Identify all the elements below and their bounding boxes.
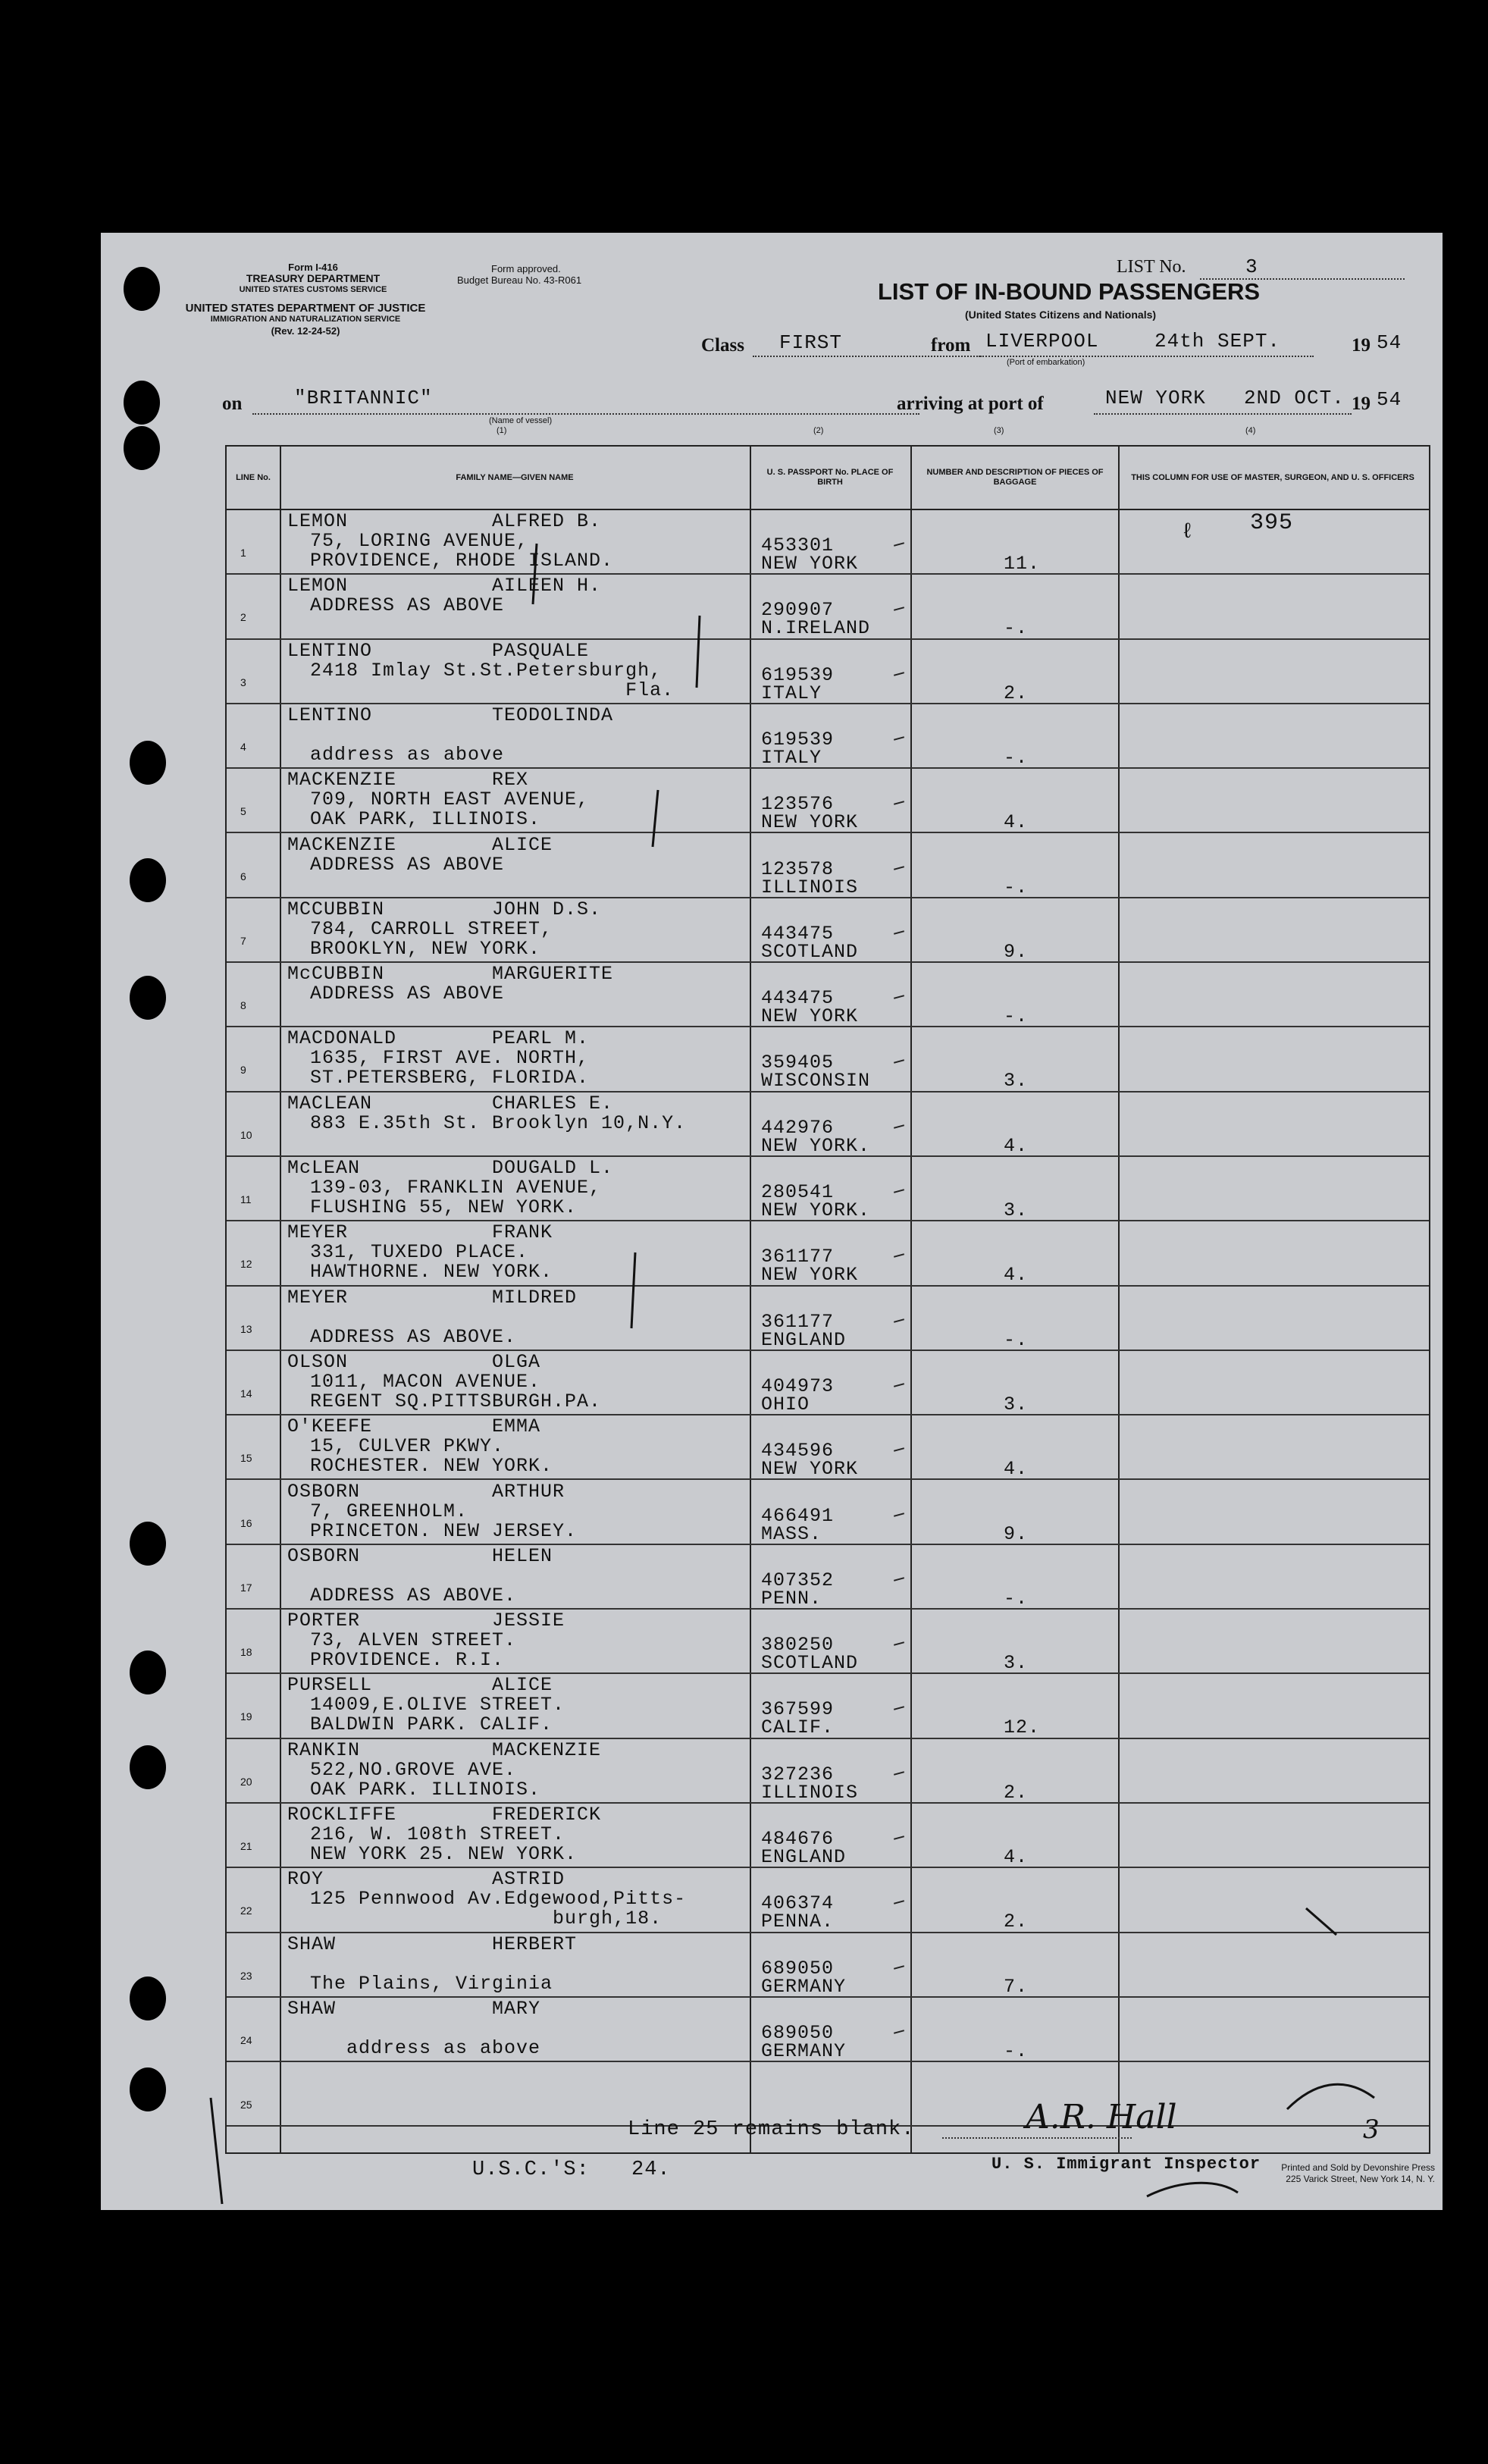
baggage-count: -. xyxy=(1004,876,1029,898)
line-number: 20 xyxy=(240,1775,252,1788)
baggage-count: 2. xyxy=(1004,1911,1029,1933)
line-number: 17 xyxy=(240,1581,252,1594)
given-name: HELEN xyxy=(492,1544,553,1567)
corner-mark: 3 xyxy=(1363,2114,1380,2145)
place-of-birth: CALIF. xyxy=(761,1716,835,1739)
given-name: ASTRID xyxy=(492,1868,565,1891)
place-of-birth: NEW YORK xyxy=(761,553,859,575)
given-name: ALICE xyxy=(492,833,553,856)
officer-note: 395 xyxy=(1250,510,1294,536)
line-number: 15 xyxy=(240,1452,252,1465)
baggage-count: 12. xyxy=(1004,1716,1041,1739)
address-line-2: BALDWIN PARK. CALIF. xyxy=(310,1713,553,1736)
family-name: OSBORN xyxy=(287,1480,361,1503)
passport-number: 280541 xyxy=(761,1181,835,1203)
address-line-2: address as above xyxy=(310,743,505,766)
address-line-2: PRINCETON. NEW JERSEY. xyxy=(310,1519,578,1542)
passport-number: 443475 xyxy=(761,922,835,945)
family-name: MEYER xyxy=(287,1221,349,1244)
address-line-2: OAK PARK. ILLINOIS. xyxy=(310,1778,541,1801)
line-number: 9 xyxy=(240,1064,246,1077)
place-of-birth: PENN. xyxy=(761,1587,822,1610)
line-number: 8 xyxy=(240,999,246,1012)
line-number: 5 xyxy=(240,805,246,818)
class-label: Class xyxy=(701,335,744,356)
passport-number: 361177 xyxy=(761,1246,835,1268)
line-number: 19 xyxy=(240,1710,252,1723)
address-line-1: 15, CULVER PKWY. xyxy=(310,1435,505,1458)
col-num-1: (1) xyxy=(497,426,507,435)
line-number: 7 xyxy=(240,934,246,947)
address-line-1: 139-03, FRANKLIN AVENUE, xyxy=(310,1177,602,1199)
place-of-birth: WISCONSIN xyxy=(761,1070,871,1092)
place-of-birth: N.IRELAND xyxy=(761,617,871,640)
place-of-birth: NEW YORK xyxy=(761,1264,859,1287)
given-name: TEODOLINDA xyxy=(492,704,614,726)
customs-service: UNITED STATES CUSTOMS SERVICE xyxy=(239,285,387,294)
address-line-1: 7, GREENHOLM. xyxy=(310,1500,468,1522)
address-line-2: REGENT SQ.PITTSBURGH.PA. xyxy=(310,1390,602,1412)
address-line-1: 125 Pennwood Av.Edgewood,Pitts- xyxy=(310,1888,687,1911)
family-name: MACKENZIE xyxy=(287,833,397,856)
form-subtitle: (United States Citizens and Nationals) xyxy=(965,309,1157,321)
family-name: LENTINO xyxy=(287,704,373,726)
passport-number: 123578 xyxy=(761,857,835,880)
passport-number: 290907 xyxy=(761,599,835,622)
passport-number: 442976 xyxy=(761,1116,835,1139)
family-name: O'KEEFE xyxy=(287,1415,373,1438)
manifest-page xyxy=(101,233,1443,2210)
given-name: MARY xyxy=(492,1997,541,2020)
address-line-2: ROCHESTER. NEW YORK. xyxy=(310,1455,553,1478)
address-line-2: burgh,18. xyxy=(310,1908,663,1930)
line-number: 13 xyxy=(240,1322,252,1335)
address-line-2: OAK PARK, ILLINOIS. xyxy=(310,808,541,831)
baggage-count: -. xyxy=(1004,1587,1029,1610)
baggage-count: 2. xyxy=(1004,682,1029,704)
baggage-count: -. xyxy=(1004,746,1029,769)
line-number: 6 xyxy=(240,870,246,882)
family-name: PORTER xyxy=(287,1610,361,1632)
vessel-name: "BRITANNIC" xyxy=(294,387,433,409)
family-name: OLSON xyxy=(287,1350,349,1373)
line25-note: Line 25 remains blank. xyxy=(628,2118,915,2141)
given-name: EMMA xyxy=(492,1415,541,1438)
baggage-count: 9. xyxy=(1004,940,1029,963)
family-name: ROCKLIFFE xyxy=(287,1804,397,1826)
given-name: REX xyxy=(492,769,529,792)
baggage-count: -. xyxy=(1004,1328,1029,1351)
baggage-count: 2. xyxy=(1004,1781,1029,1804)
line-number: 3 xyxy=(240,676,246,688)
from-label: from xyxy=(931,335,971,356)
address-line-1: 522,NO.GROVE AVE. xyxy=(310,1758,517,1781)
place-of-birth: ITALY xyxy=(761,746,822,769)
address-line-2: BROOKLYN, NEW YORK. xyxy=(310,937,541,960)
address-line-2: ST.PETERSBERG, FLORIDA. xyxy=(310,1067,590,1089)
revision: (Rev. 12-24-52) xyxy=(271,325,340,337)
passport-number: 689050 xyxy=(761,1957,835,1980)
family-name: MACDONALD xyxy=(287,1027,397,1050)
given-name: AILEEN H. xyxy=(492,575,602,597)
justice-dept: UNITED STATES DEPARTMENT OF JUSTICE xyxy=(185,302,426,315)
passport-number: 619539 xyxy=(761,728,835,751)
address-line-2: ADDRESS AS ABOVE. xyxy=(310,1325,517,1348)
place-of-birth: OHIO xyxy=(761,1393,810,1415)
address-line-1: 2418 Imlay St.St.Petersburgh, xyxy=(310,659,663,682)
passport-number: 619539 xyxy=(761,663,835,686)
address-line-1: ADDRESS AS ABOVE xyxy=(310,853,505,876)
given-name: FRANK xyxy=(492,1221,553,1244)
family-name: MEYER xyxy=(287,1286,349,1309)
given-name: DOUGALD L. xyxy=(492,1157,614,1179)
baggage-count: -. xyxy=(1004,617,1029,640)
address-line-2: Fla. xyxy=(310,679,675,701)
baggage-count: 4. xyxy=(1004,1134,1029,1157)
embarkation-date: 24th SEPT. xyxy=(1154,330,1281,353)
family-name: MACKENZIE xyxy=(287,769,397,792)
form-approved: Form approved. xyxy=(491,263,561,274)
line-number: 14 xyxy=(240,1387,252,1400)
place-of-birth: MASS. xyxy=(761,1522,822,1545)
year-1: 54 xyxy=(1377,331,1402,354)
place-of-birth: ENGLAND xyxy=(761,1328,847,1351)
family-name: MACLEAN xyxy=(287,1092,373,1114)
address-line-2: ADDRESS AS ABOVE. xyxy=(310,1584,517,1607)
baggage-count: 4. xyxy=(1004,1458,1029,1481)
line-number: 23 xyxy=(240,1969,252,1982)
vessel-caption: (Name of vessel) xyxy=(489,416,553,425)
address-line-2: PROVIDENCE, RHODE ISLAND. xyxy=(310,550,614,572)
family-name: SHAW xyxy=(287,1997,337,2020)
line-number: 1 xyxy=(240,547,246,559)
line-number: 18 xyxy=(240,1646,252,1659)
baggage-count: 3. xyxy=(1004,1199,1029,1221)
line-number: 24 xyxy=(240,2033,252,2046)
given-name: MARGUERITE xyxy=(492,963,614,986)
year-2: 54 xyxy=(1377,388,1402,411)
address-line-1: 75, LORING AVENUE, xyxy=(310,530,529,552)
list-number: 3 xyxy=(1245,255,1258,278)
address-line-2: NEW YORK 25. NEW YORK. xyxy=(310,1843,578,1865)
family-name: PURSELL xyxy=(287,1674,373,1697)
uscs-label: U.S.C.'S: xyxy=(472,2158,590,2181)
family-name: ROY xyxy=(287,1868,324,1891)
baggage-count: 3. xyxy=(1004,1393,1029,1415)
place-of-birth: ITALY xyxy=(761,682,822,704)
port-arrival: NEW YORK xyxy=(1105,387,1206,409)
baggage-count: 9. xyxy=(1004,1522,1029,1545)
budget-bureau: Budget Bureau No. 43-R061 xyxy=(457,274,582,286)
family-name: LEMON xyxy=(287,575,349,597)
place-of-birth: GERMANY xyxy=(761,2039,847,2062)
col-header-baggage: NUMBER AND DESCRIPTION OF PIECES OF BAGGAGE xyxy=(926,468,1104,487)
place-of-birth: NEW YORK. xyxy=(761,1134,871,1157)
place-of-birth: PENNA. xyxy=(761,1911,835,1933)
place-of-birth: ILLINOIS xyxy=(761,1781,859,1804)
given-name: FREDERICK xyxy=(492,1804,602,1826)
address-line-1: 784, CARROLL STREET, xyxy=(310,917,553,940)
line-number: 16 xyxy=(240,1516,252,1529)
baggage-count: 7. xyxy=(1004,1975,1029,1998)
passport-number: 359405 xyxy=(761,1052,835,1074)
address-line-1: 216, W. 108th STREET. xyxy=(310,1823,565,1845)
passport-number: 361177 xyxy=(761,1310,835,1333)
passport-number: 404973 xyxy=(761,1375,835,1397)
family-name: MCCUBBIN xyxy=(287,898,385,920)
officer-mark-l: ℓ xyxy=(1181,521,1195,544)
given-name: PEARL M. xyxy=(492,1027,590,1050)
address-line-1: 883 E.35th St. Brooklyn 10,N.Y. xyxy=(310,1111,687,1134)
col-header-passport: U. S. PASSPORT No. PLACE OF BIRTH xyxy=(766,468,894,487)
given-name: JESSIE xyxy=(492,1610,565,1632)
place-of-birth: GERMANY xyxy=(761,1975,847,1998)
baggage-count: 3. xyxy=(1004,1652,1029,1675)
col-num-2: (2) xyxy=(813,426,824,435)
address-line-1: 14009,E.OLIVE STREET. xyxy=(310,1694,565,1716)
place-of-birth: NEW YORK. xyxy=(761,1199,871,1221)
place-of-birth: SCOTLAND xyxy=(761,1652,859,1675)
passport-number: 434596 xyxy=(761,1440,835,1462)
place-of-birth: NEW YORK xyxy=(761,1005,859,1028)
address-line-2: The Plains, Virginia xyxy=(310,1972,553,1995)
address-line-1: ADDRESS AS ABOVE xyxy=(310,594,505,617)
family-name: LEMON xyxy=(287,510,349,532)
place-of-birth: NEW YORK xyxy=(761,811,859,834)
place-of-birth: ILLINOIS xyxy=(761,876,859,898)
line-number: 22 xyxy=(240,1904,252,1917)
given-name: ALICE xyxy=(492,1674,553,1697)
hand-strokes xyxy=(101,233,1443,2210)
ins-service: IMMIGRATION AND NATURALIZATION SERVICE xyxy=(210,315,401,324)
printer-line-2: 225 Varick Street, New York 14, N. Y. xyxy=(1286,2174,1435,2184)
col-header-line-no: LINE No. xyxy=(236,472,271,482)
given-name: ARTHUR xyxy=(492,1480,565,1503)
col-header-name: FAMILY NAME—GIVEN NAME xyxy=(456,472,574,482)
passport-number: 484676 xyxy=(761,1828,835,1850)
arrival-date: 2ND OCT. xyxy=(1244,387,1345,409)
address-line-2: HAWTHORNE. NEW YORK. xyxy=(310,1261,553,1284)
address-line-1: 709, NORTH EAST AVENUE, xyxy=(310,788,590,811)
family-name: SHAW xyxy=(287,1933,337,1955)
form-title: LIST OF IN-BOUND PASSENGERS xyxy=(878,278,1261,305)
passport-number: 406374 xyxy=(761,1892,835,1915)
line-number: 4 xyxy=(240,740,246,753)
family-name: LENTINO xyxy=(287,639,373,662)
on-label: on xyxy=(222,393,243,414)
passport-number: 443475 xyxy=(761,987,835,1010)
inspector-label: U. S. Immigrant Inspector xyxy=(991,2155,1261,2174)
arriving-label: arriving at port of xyxy=(897,393,1044,414)
year-prefix-2: 19 xyxy=(1352,393,1371,414)
address-line-2: PROVIDENCE. R.I. xyxy=(310,1649,505,1672)
passport-number: 466491 xyxy=(761,1504,835,1527)
year-prefix-1: 19 xyxy=(1352,335,1371,356)
given-name: MILDRED xyxy=(492,1286,578,1309)
inspector-signature: A.R. Hall xyxy=(1026,2098,1177,2136)
address-line-1: ADDRESS AS ABOVE xyxy=(310,983,505,1005)
baggage-count: 4. xyxy=(1004,1846,1029,1868)
baggage-count: 3. xyxy=(1004,1070,1029,1092)
place-of-birth: SCOTLAND xyxy=(761,940,859,963)
given-name: MACKENZIE xyxy=(492,1738,602,1761)
passport-number: 407352 xyxy=(761,1569,835,1591)
place-of-birth: NEW YORK xyxy=(761,1458,859,1481)
class-value: FIRST xyxy=(779,331,843,354)
given-name: ALFRED B. xyxy=(492,510,602,532)
address-line-1: 73, ALVEN STREET. xyxy=(310,1629,517,1652)
passport-number: 380250 xyxy=(761,1634,835,1657)
passport-number: 453301 xyxy=(761,534,835,556)
line-number: 25 xyxy=(240,2099,252,2111)
col-num-3: (3) xyxy=(994,426,1004,435)
family-name: McCUBBIN xyxy=(287,963,385,986)
passport-number: 123576 xyxy=(761,793,835,816)
line-number: 11 xyxy=(240,1193,252,1205)
uscs-count: 24. xyxy=(631,2158,671,2181)
passport-number: 689050 xyxy=(761,2021,835,2044)
address-line-1: 331, TUXEDO PLACE. xyxy=(310,1241,529,1264)
given-name: OLGA xyxy=(492,1350,541,1373)
given-name: HERBERT xyxy=(492,1933,578,1955)
family-name: RANKIN xyxy=(287,1738,361,1761)
given-name: CHARLES E. xyxy=(492,1092,614,1114)
line-number: 21 xyxy=(240,1840,252,1852)
col-num-4: (4) xyxy=(1245,426,1256,435)
printer-line-1: Printed and Sold by Devonshire Press xyxy=(1281,2162,1435,2173)
baggage-count: 4. xyxy=(1004,1264,1029,1287)
port-embarkation-caption: (Port of embarkation) xyxy=(1007,358,1085,367)
form-number: Form I-416 xyxy=(288,262,338,273)
passport-number: 367599 xyxy=(761,1698,835,1721)
baggage-count: 11. xyxy=(1004,553,1041,575)
family-name: OSBORN xyxy=(287,1544,361,1567)
baggage-count: -. xyxy=(1004,2039,1029,2062)
given-name: PASQUALE xyxy=(492,639,590,662)
address-line-1: 1635, FIRST AVE. NORTH, xyxy=(310,1047,590,1070)
passport-number: 327236 xyxy=(761,1763,835,1785)
treasury-dept: TREASURY DEPARTMENT xyxy=(246,272,381,284)
baggage-count: 4. xyxy=(1004,811,1029,834)
address-line-1: 1011, MACON AVENUE. xyxy=(310,1370,541,1393)
family-name: McLEAN xyxy=(287,1157,361,1179)
place-of-birth: ENGLAND xyxy=(761,1846,847,1868)
line-number: 10 xyxy=(240,1128,252,1141)
line-number: 12 xyxy=(240,1258,252,1271)
port-embarkation: LIVERPOOL xyxy=(985,330,1099,353)
col-header-officers: THIS COLUMN FOR USE OF MASTER, SURGEON, AND U. S. OFFICERS xyxy=(1131,472,1414,482)
list-label: LIST No. xyxy=(1117,257,1186,277)
address-line-2: address as above xyxy=(310,2036,541,2059)
baggage-count: -. xyxy=(1004,1005,1029,1028)
given-name: JOHN D.S. xyxy=(492,898,602,920)
address-line-2: FLUSHING 55, NEW YORK. xyxy=(310,1196,578,1218)
line-number: 2 xyxy=(240,611,246,624)
